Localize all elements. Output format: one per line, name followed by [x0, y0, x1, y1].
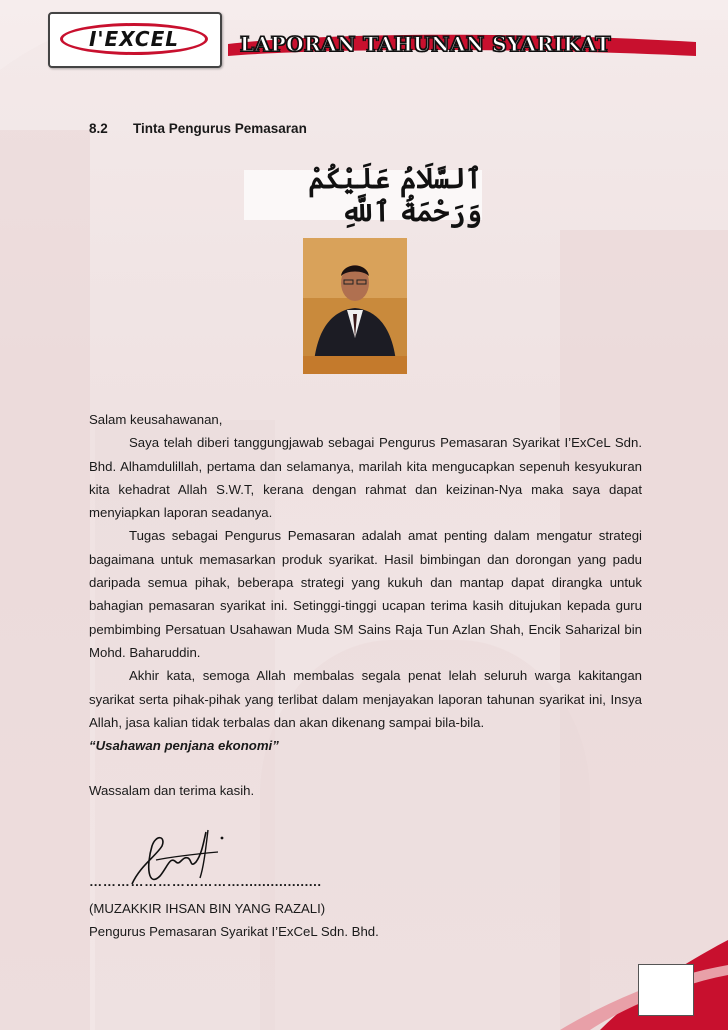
closing-line: Wassalam dan terima kasih.: [89, 783, 255, 798]
slogan: “Usahawan penjana ekonomi”: [89, 738, 279, 754]
company-logo: [48, 12, 222, 68]
logo-ring: [60, 23, 208, 55]
signature-line: ……………………………...................: [89, 874, 322, 889]
portrait-photo: [303, 238, 407, 374]
portrait-figure: [303, 238, 407, 374]
arabic-greeting: ٱلسَّلَامُ عَلَيْكُمْ وَرَحْمَةُ ٱللَّهِ: [308, 162, 482, 228]
report-title: LAPORAN TAHUNAN SYARIKAT: [240, 32, 611, 56]
letter-body: [89, 408, 642, 757]
section-title: Tinta Pengurus Pemasaran: [133, 121, 307, 136]
page-number-box: [638, 964, 694, 1016]
signatory-name: (MUZAKKIR IHSAN BIN YANG RAZALI): [89, 901, 326, 916]
logo-text: I'EXCEL: [88, 27, 180, 51]
paragraph-2: Tugas sebagai Pengurus Pemasaran adalah amat penting dalam mengatur strategi bagaimana untuk memasarkan produk syarikat. Hasil bimbingan dan dorongan yang padu daripada semua pihak, beberapa strategi yang kukuh dan mantap dapat dirangka untuk bahagian pemasaran syarikat ini. Setinggi-tinggi ucapan terima kasih ditujukan kepada guru pembimbing Persatuan Usahawan Muda SM Sains Raja Tun Azlan Shah, Encik Saharizal bin Mohd. Baharuddin.: [89, 528, 642, 660]
salutation: Salam keusahawanan,: [89, 412, 223, 427]
section-heading: [89, 121, 307, 136]
arabic-greeting-image: [244, 162, 482, 228]
paragraph-3: Akhir kata, semoga Allah membalas segala penat lelah seluruh warga kakitangan syarikat serta pihak-pihak yang terlibat dalam menjayakan laporan tahunan syarikat ini, Insya Allah, jasa kalian tidak terbalas dan akan dikenang sampai bila-bila.: [89, 668, 642, 730]
paragraph-1: Saya telah diberi tanggungjawab sebagai Pengurus Pemasaran Syarikat I’ExCeL Sdn. Bhd. Alhamdulillah, pertama dan selamanya, marilah kita mengucapkan sepenuh kesyukuran kita kehadrat Allah S.W.T, kerana dengan rahmat dan keizinan-Nya maka saya dapat menyiapkan laporan seadanya.: [89, 435, 642, 521]
page-header: [0, 0, 728, 70]
section-number: 8.2: [89, 121, 108, 136]
signatory-role: Pengurus Pemasaran Syarikat I’ExCeL Sdn. Bhd.: [89, 924, 379, 939]
